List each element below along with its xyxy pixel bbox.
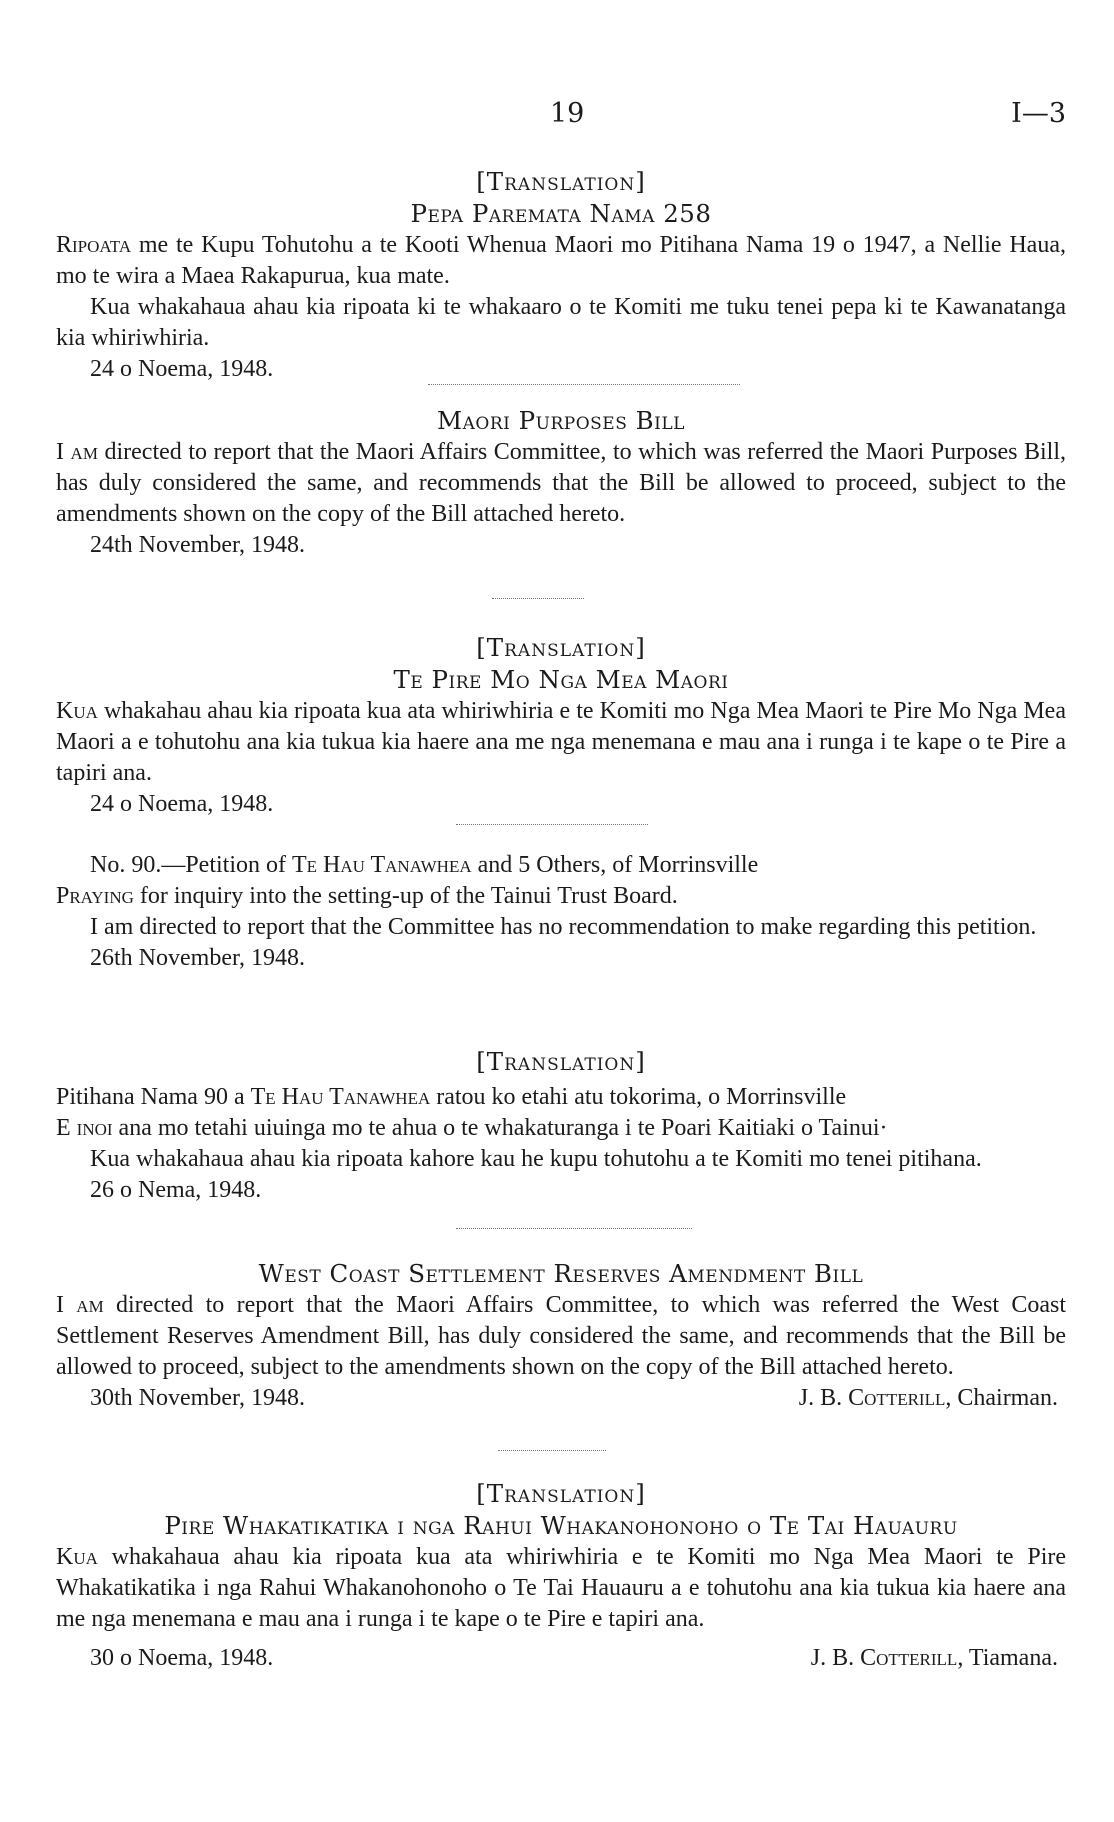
petitioner-name: Te Hau Tanawhea bbox=[292, 852, 472, 878]
paragraph: Ripoata me te Kupu Tohutohu a te Kooti Whenua Maori mo Pitihana Nama 19 o 1947, a Nellie Haua, mo te wira a Maea Rakapurua, kua mate. bbox=[56, 232, 1066, 289]
translation-label: [Translation] bbox=[476, 1047, 646, 1076]
paragraph: Kua whakahau ahau kia ripoata kua ata whiriwhiria e te Komiti mo Nga Mea Maori te Pire Mo Nga Mea Maori a e tohutohu ana kia tukua kia haere ana me nga menemana e mau ana i runga i te kape o te Pire a tapiri ana. bbox=[56, 698, 1066, 786]
date-line: 24 o Noema, 1948. bbox=[90, 356, 274, 382]
signature: J. B. Cotterill, Tiamana. bbox=[810, 1645, 1058, 1671]
paragraph: I am directed to report that the Maori Affairs Committee, to which was referred the West Coast Settlement Reserves Amendment Bill, has duly considered the same, and recommends that the Bill be allowed to proceed, subject to the amendments shown on the copy of the Bill attached hereto. bbox=[56, 1292, 1066, 1380]
lead-word: I am bbox=[56, 1292, 104, 1318]
date-line: 26th November, 1948. bbox=[90, 945, 306, 971]
section-maori-purposes-bill bbox=[56, 405, 1066, 561]
paragraph: Kua whakahaua ahau kia ripoata kua ata whiriwhiria e te Komiti mo Nga Mea Maori te Pire Whakatikatika i nga Rahui Whakanohonoho o Te Tai Hauauru a e tohutohu ana kia tukua kia haere ana me nga menemana e mau ana i runga i te kape o te Pire e tapiri ana. bbox=[56, 1544, 1066, 1632]
translation-label: [Translation] bbox=[476, 633, 646, 662]
signature: J. B. Cotterill, Chairman. bbox=[798, 1385, 1058, 1411]
section-title: West Coast Settlement Reserves Amendment Bill bbox=[258, 1259, 864, 1288]
paragraph: Kua whakahaua ahau kia ripoata kahore kau he kupu tohutohu a te Komiti mo tenei pitihana. bbox=[90, 1146, 982, 1172]
section-divider bbox=[456, 824, 648, 825]
lead-word: Kua bbox=[56, 698, 98, 724]
page-number: 19 bbox=[550, 98, 585, 129]
petition-heading: Pitihana Nama 90 a Te Hau Tanawhea ratou ko etahi atu tokorima, o Morrinsville bbox=[56, 1084, 847, 1110]
section-divider bbox=[498, 1450, 606, 1451]
section-petition-90 bbox=[56, 850, 1066, 974]
section-title: Pire Whakatikatika i nga Rahui Whakanohonoho o Te Tai Hauauru bbox=[164, 1511, 958, 1540]
lead-word: Ripoata bbox=[56, 232, 132, 258]
page-reference: I—3 bbox=[1011, 98, 1066, 129]
section-title: Pepa Paremata Nama 258 bbox=[410, 199, 712, 228]
signatory-name: Cotterill bbox=[860, 1645, 958, 1671]
date-line: 26 o Nema, 1948. bbox=[90, 1177, 262, 1203]
paragraph: Praying for inquiry into the setting-up of the Tainui Trust Board. bbox=[56, 883, 678, 909]
paragraph: E inoi ana mo tetahi uiuinga mo te ahua o te whakaturanga i te Poari Kaitiaki o Tainui· bbox=[56, 1115, 888, 1141]
lead-word: E inoi bbox=[56, 1115, 113, 1141]
section-west-coast-bill-translation bbox=[56, 1478, 1066, 1674]
date-line: 24 o Noema, 1948. bbox=[90, 791, 274, 817]
section-divider bbox=[492, 598, 584, 599]
section-divider bbox=[428, 384, 740, 385]
signatory-name: Cotterill bbox=[848, 1385, 946, 1411]
petition-heading: No. 90.—Petition of Te Hau Tanawhea and 5 Others, of Morrinsville bbox=[90, 852, 759, 878]
lead-word: Praying bbox=[56, 883, 134, 909]
translation-label: [Translation] bbox=[476, 167, 646, 196]
petitioner-name: Te Hau Tanawhea bbox=[250, 1084, 431, 1110]
section-title: Maori Purposes Bill bbox=[437, 406, 685, 435]
date-signature-row bbox=[56, 1643, 1066, 1674]
section-west-coast-bill bbox=[56, 1258, 1066, 1414]
paragraph: I am directed to report that the Committee has no recommendation to make regarding this petition. bbox=[90, 914, 1037, 940]
section-te-pire-mo-nga-mea-maori bbox=[56, 632, 1066, 820]
lead-word: I am bbox=[56, 439, 98, 465]
translation-label: [Translation] bbox=[476, 1479, 646, 1508]
lead-word: Kua bbox=[56, 1544, 98, 1570]
date-signature-row bbox=[56, 1383, 1066, 1414]
section-divider bbox=[456, 1228, 692, 1229]
section-title: Te Pire Mo Nga Mea Maori bbox=[393, 665, 729, 694]
date-line: 24th November, 1948. bbox=[90, 532, 306, 558]
section-parliamentary-paper-258 bbox=[56, 166, 1066, 385]
paragraph: I am directed to report that the Maori Affairs Committee, to which was referred the Maori Purposes Bill, has duly considered the same, and recommends that the Bill be allowed to proceed, subject to the amendments shown on the copy of the Bill attached hereto. bbox=[56, 439, 1066, 527]
date-line: 30th November, 1948. bbox=[90, 1385, 306, 1411]
paragraph: Kua whakahaua ahau kia ripoata ki te whakaaro o te Komiti me tuku tenei pepa ki te Kawanatanga kia whiriwhiria. bbox=[56, 294, 1066, 351]
date-line: 30 o Noema, 1948. bbox=[90, 1645, 274, 1671]
section-petition-90-translation bbox=[56, 1046, 1066, 1206]
